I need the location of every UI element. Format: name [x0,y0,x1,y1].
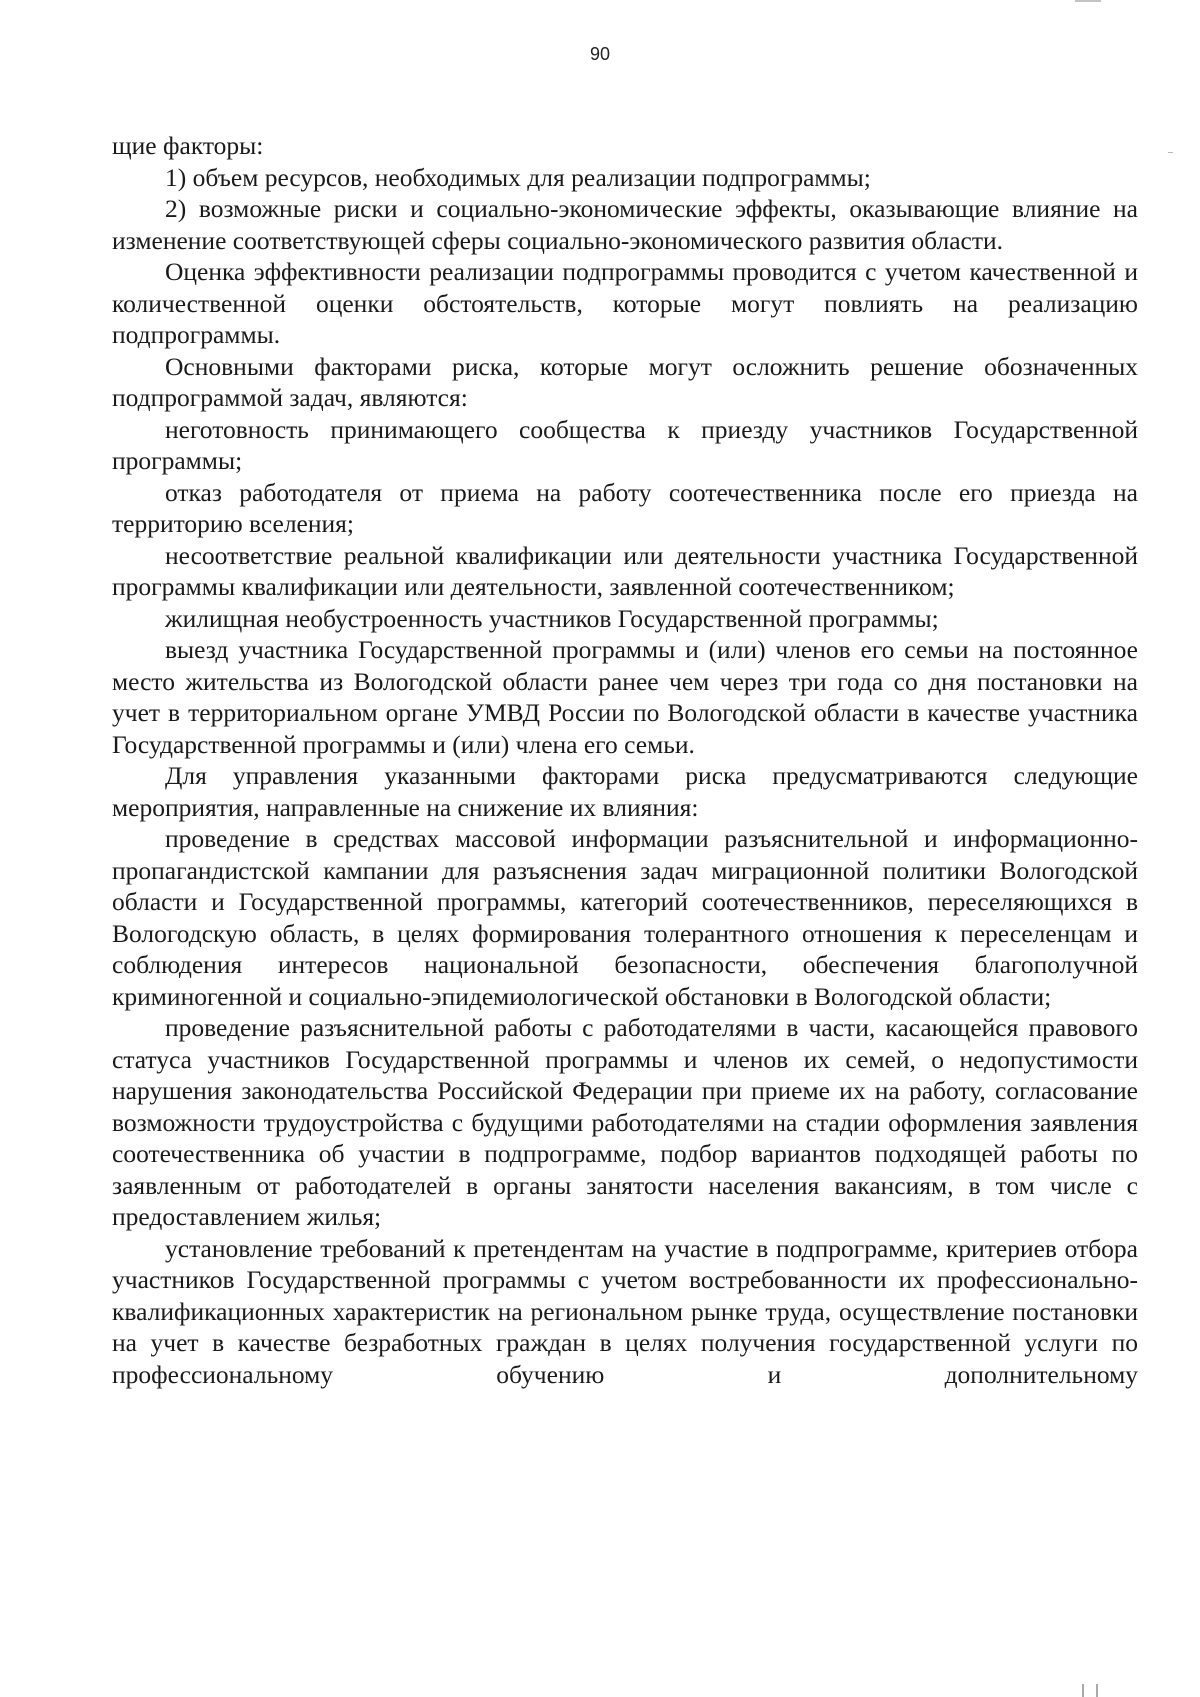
paragraph-risk-housing: жилищная необустроенность участников Государственной программы; [165,603,939,633]
scan-artifact-bottom-right [1096,1684,1098,1697]
page-number: 90 [589,44,611,64]
scan-artifact-margin [1168,152,1173,153]
paragraph-measure-requirements: установление требований к претендентам на участие в подпрограмме, критериев отбора участников Государственной программы с учетом востребованности их профессионально-квалификационных характеристик на региональном рынке труда, осуществление постановки на учет в качестве безработных граждан в целях получения государственной услуги по профессиональному обучению и дополнительному [112,1233,1138,1389]
paragraph-continuation: щие факторы: [112,131,264,160]
paragraph-risk-departure: выезд участника Государственной программы и (или) членов его семьи на постоянное место жительства из Вологодской области ранее чем через три года со дня постановки на учет в территориальном органе УМВД России по Вологодской области в качестве участника Государственной программы и (или) члена его семьи. [112,635,1138,759]
paragraph-measure-media-campaign: проведение в средствах массовой информации разъяснительной и информационно-пропагандистской кампании для разъяснения задач миграционной политики Вологодской области и Государственной программы, категорий соотечественников, переселяющихся в Вологодскую область, в целях формирования толерантного отношения к переселенцам и соблюдения интересов национальной безопасности, обеспечения благополучной криминогенной и социально-эпидемиологической обстановки в Вологодской области; [112,824,1138,1011]
paragraph-risk-employer-refusal: отказ работодателя от приема на работу соотечественника после его приезда на территорию вселения; [112,477,1138,538]
paragraph-measures-intro: Для управления указанными факторами риска предусматриваются следующие мероприятия, направленные на снижение их влияния: [112,761,1138,822]
scan-artifact-bottom-left [1082,1684,1084,1697]
paragraph-list-item-1: 1) объем ресурсов, необходимых для реализации подпрограммы; [165,162,871,192]
paragraph-efficiency-assessment: Оценка эффективности реализации подпрограммы проводится с учетом качественной и количественной оценки обстоятельств, которые могут повлиять на реализацию подпрограммы. [112,257,1138,349]
paragraph-risk-factors-intro: Основными факторами риска, которые могут осложнить решение обозначенных подпрограммой задач, являются: [112,351,1138,412]
paragraph-risk-qualification-mismatch: несоответствие реальной квалификации или деятельности участника Государственной программы квалификации или деятельности, заявленной соотечественником; [112,540,1138,601]
paragraph-measure-employer-outreach: проведение разъяснительной работы с работодателями в части, касающейся правового статуса участников Государственной программы и членов их семей, о недопустимости нарушения законодательства Российской Федерации при приеме их на работу, согласование возможности трудоустройства с будущими работодателями на стадии оформления заявления соотечественника об участии в подпрограмме, подбор вариантов подходящей работы по заявленным от работодателей в органы занятости населения вакансиям, в том числе с предоставлением жилья; [112,1013,1138,1231]
scan-artifact-top [1075,0,1101,2]
paragraph-list-item-2: 2) возможные риски и социально-экономические эффекты, оказывающие влияние на изменение соответствующей сферы социально-экономического развития области. [112,194,1138,255]
document-body [112,130,1138,1390]
paragraph-risk-unreadiness: неготовность принимающего сообщества к приезду участников Государственной программы; [112,414,1138,475]
